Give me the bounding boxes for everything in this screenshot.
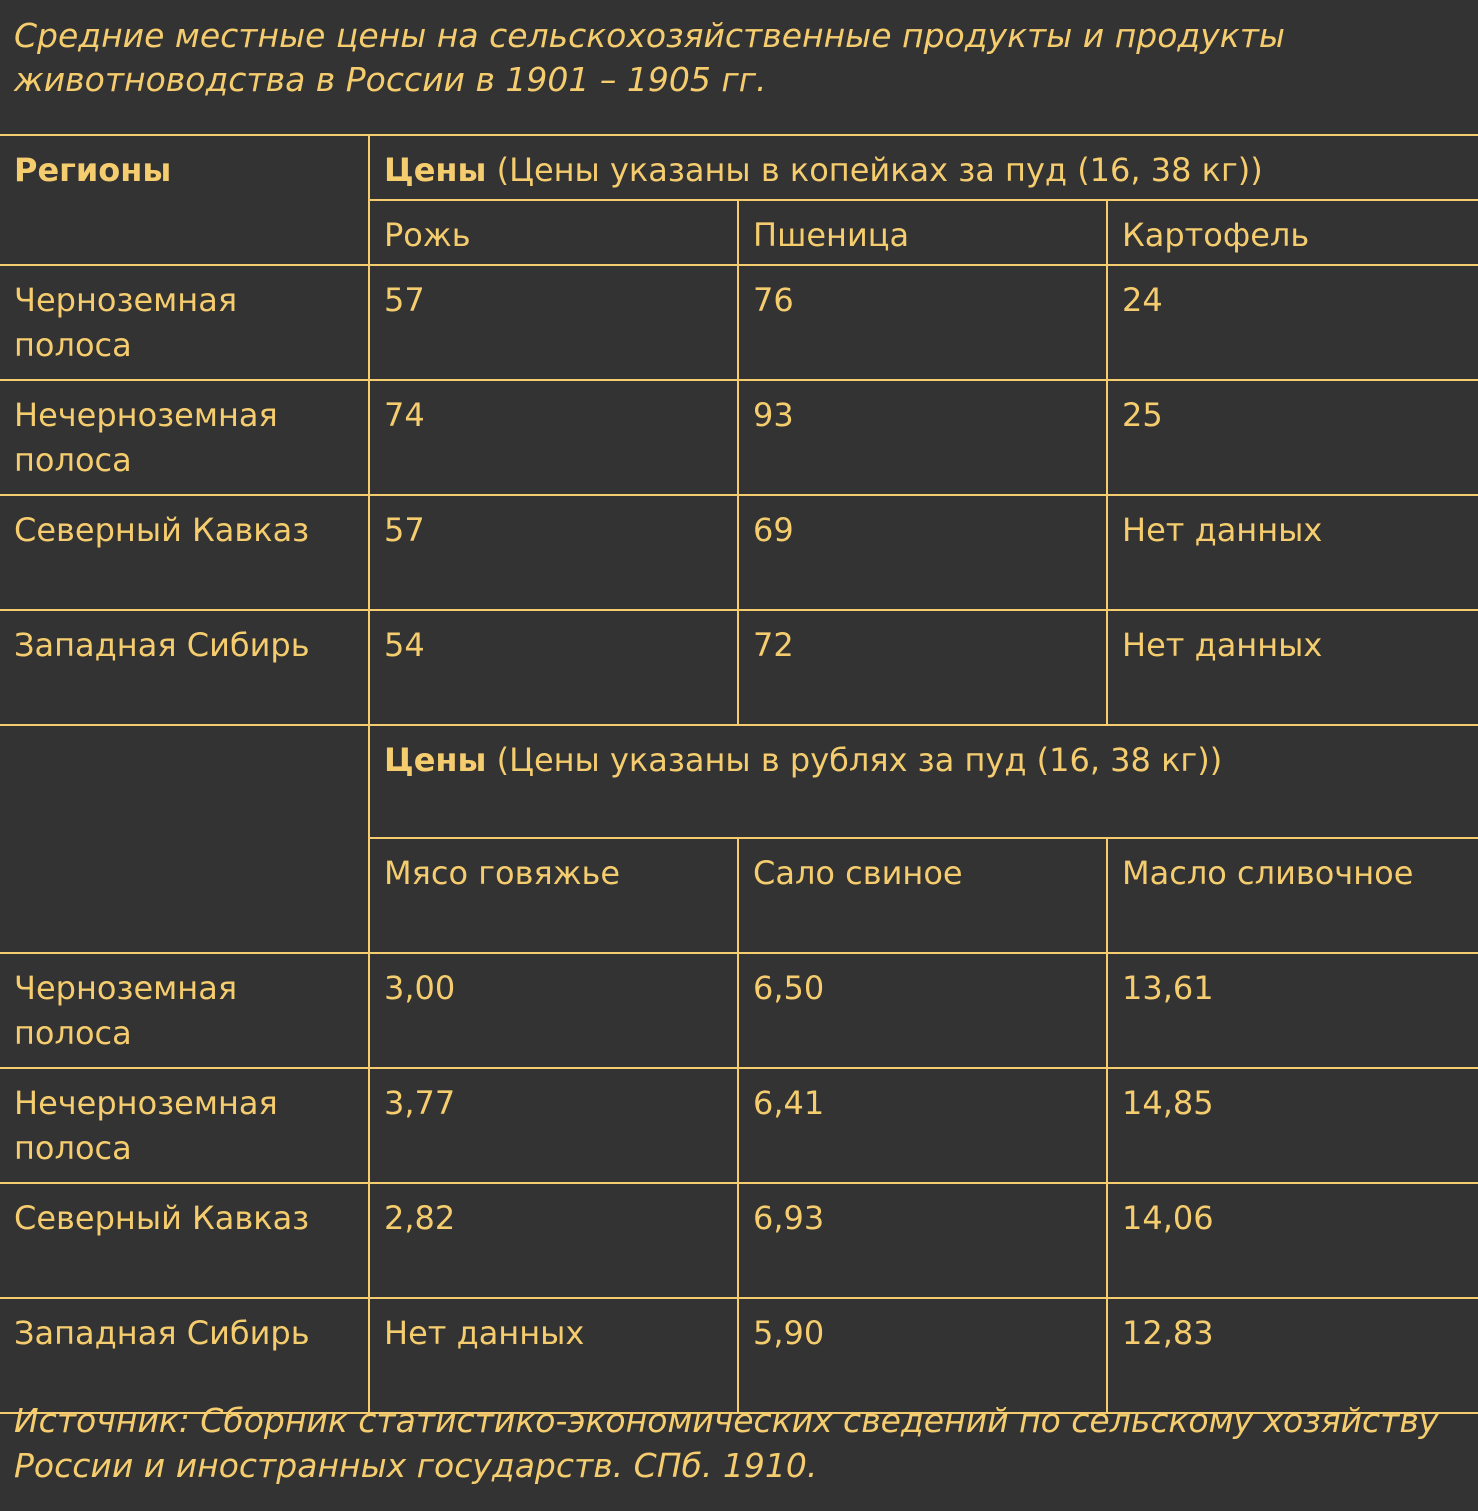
region-cell: Нечерноземная полоса [0, 1068, 369, 1183]
value-cell: 6,93 [738, 1183, 1107, 1298]
table1-prices-note: (Цены указаны в копейках за пуд (16, 38 кг)) [486, 151, 1263, 189]
region-cell: Северный Кавказ [0, 1183, 369, 1298]
column-header: Картофель [1107, 200, 1478, 265]
document-title: Средние местные цены на сельскохозяйственные продукты и продукты животноводства в России в 1901 – 1905 гг. [14, 16, 1285, 99]
table-row [0, 1298, 1478, 1413]
table1-prices-bold: Цены [384, 151, 487, 189]
value-cell: Нет данных [1107, 610, 1478, 725]
value-cell: 13,61 [1107, 953, 1478, 1068]
value-cell: 57 [369, 495, 738, 610]
value-cell: 24 [1107, 265, 1478, 380]
table1-header-row [0, 135, 1478, 200]
table-row [0, 265, 1478, 380]
value-cell: 93 [738, 380, 1107, 495]
value-cell: 14,85 [1107, 1068, 1478, 1183]
table-row [0, 953, 1478, 1068]
value-cell: Нет данных [369, 1298, 738, 1413]
column-header: Мясо говяжье [369, 838, 738, 953]
value-cell: 74 [369, 380, 738, 495]
table-row [0, 610, 1478, 725]
value-cell: 2,82 [369, 1183, 738, 1298]
value-cell: 57 [369, 265, 738, 380]
value-cell: 25 [1107, 380, 1478, 495]
table-row [0, 1183, 1478, 1298]
table1-prices-header [369, 135, 1478, 200]
regions-header: Регионы [0, 135, 369, 265]
source-note: Источник: Сборник статистико-экономических сведений по сельскому хозяйству России и иностранных государств. СПб. 1910. [14, 1401, 1439, 1485]
region-cell: Западная Сибирь [0, 610, 369, 725]
table2-prices-note: (Цены указаны в рублях за пуд (16, 38 кг)) [486, 741, 1223, 779]
region-cell: Западная Сибирь [0, 1298, 369, 1413]
table2-header-row [0, 725, 1478, 838]
region-cell: Черноземная полоса [0, 265, 369, 380]
value-cell: 14,06 [1107, 1183, 1478, 1298]
value-cell: 3,77 [369, 1068, 738, 1183]
empty-region-header [0, 725, 369, 953]
value-cell: 5,90 [738, 1298, 1107, 1413]
value-cell: 69 [738, 495, 1107, 610]
value-cell: 72 [738, 610, 1107, 725]
table-row [0, 495, 1478, 610]
value-cell: 76 [738, 265, 1107, 380]
column-header: Масло сливочное [1107, 838, 1478, 953]
value-cell: 3,00 [369, 953, 738, 1068]
region-cell: Черноземная полоса [0, 953, 369, 1068]
region-cell: Нечерноземная полоса [0, 380, 369, 495]
value-cell: Нет данных [1107, 495, 1478, 610]
region-cell: Северный Кавказ [0, 495, 369, 610]
table2-prices-header [369, 725, 1478, 838]
value-cell: 6,41 [738, 1068, 1107, 1183]
value-cell: 12,83 [1107, 1298, 1478, 1413]
table-row [0, 1068, 1478, 1183]
value-cell: 54 [369, 610, 738, 725]
table2-prices-bold: Цены [384, 741, 487, 779]
value-cell: 6,50 [738, 953, 1107, 1068]
column-header: Рожь [369, 200, 738, 265]
table-row [0, 380, 1478, 495]
prices-table [0, 134, 1478, 1414]
column-header: Сало свиное [738, 838, 1107, 953]
column-header: Пшеница [738, 200, 1107, 265]
